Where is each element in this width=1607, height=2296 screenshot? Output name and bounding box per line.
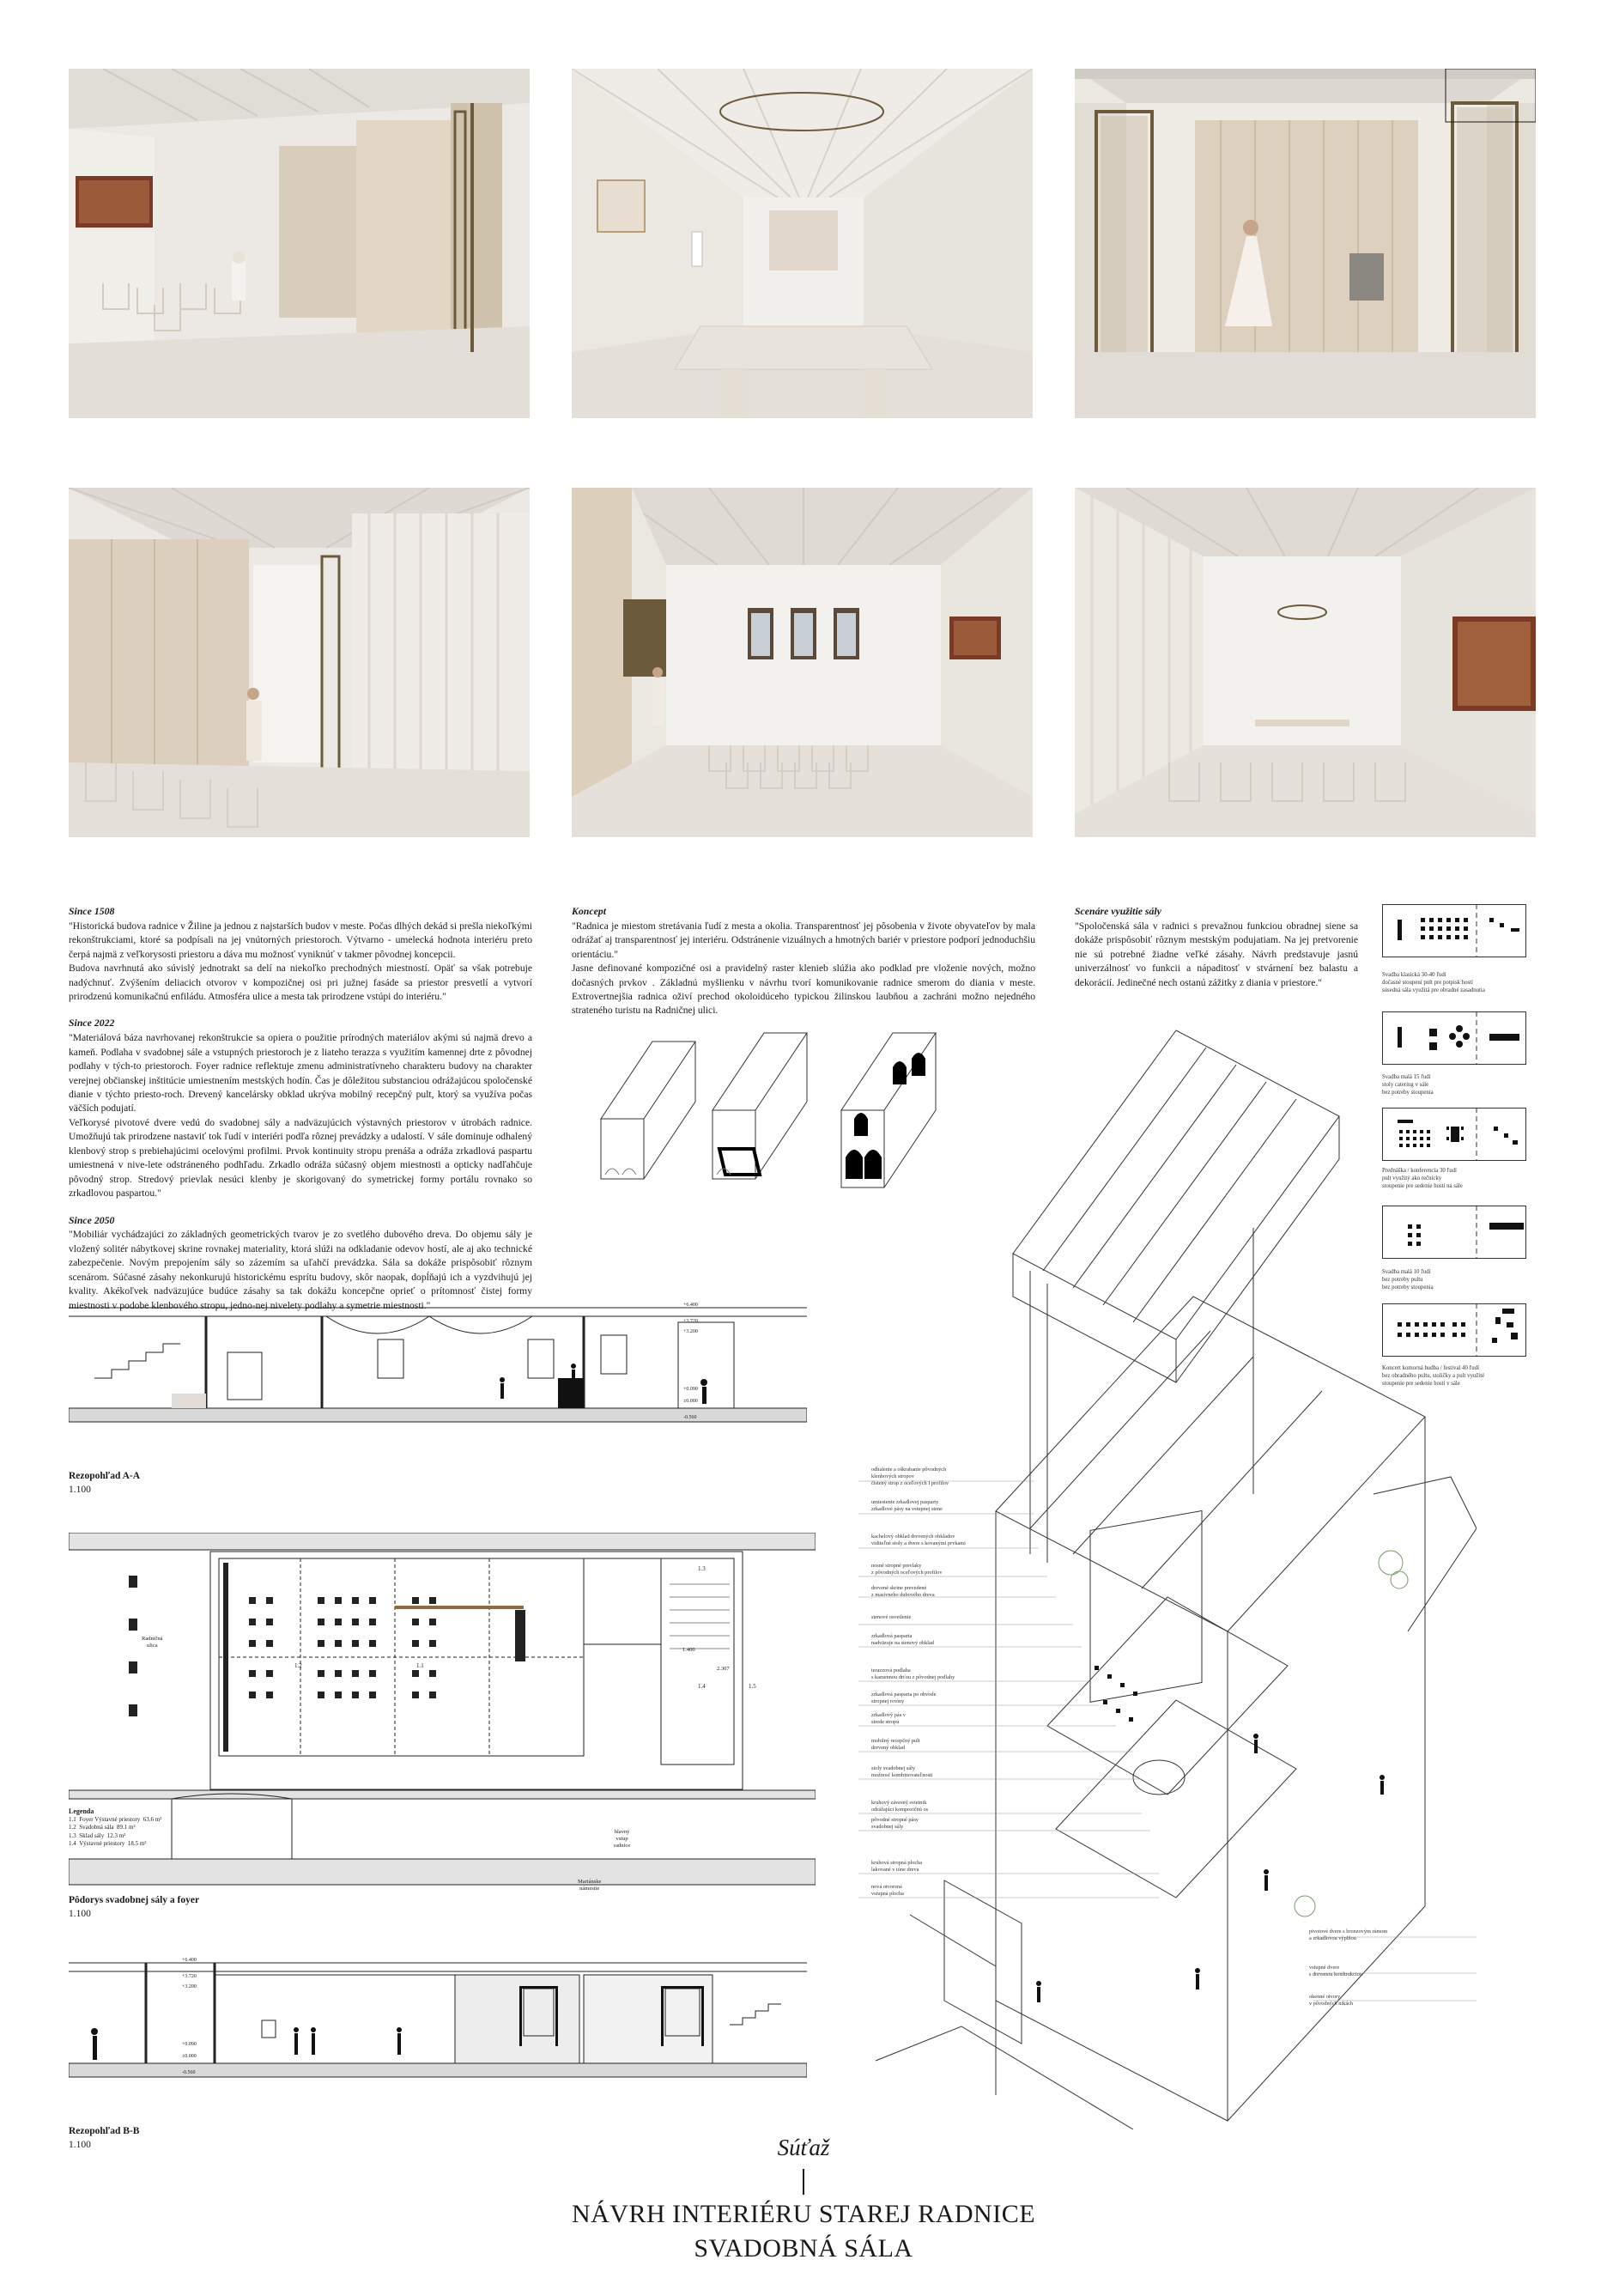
scenare-body: "Spoločenská sála v radnici s prevažnou funkciou obradnej siene sa dokáže prispôsobiť rôznym mestským podujatiam. Na jej pretvorenie nie sú potrebné žiadne veľké zásahy. Návrh predstavuje jasnú univerzálnosť vo funkcii a nápaditosť v stvárnení bez balastu a dekorácií. Jedinečné nech ostanú zážitky z diania v priestore." [1075,920,1358,988]
legend-id: 1.1 [69,1816,76,1824]
level-label: +3.720 [683,1319,698,1324]
level-label: -0.560 [182,2070,196,2075]
legend-area: 18.5 m² [127,1839,147,1847]
plan-caption [69,1894,199,1921]
since1508-body: "Historická budova radnice v Žiline ja jednou z najstarších budov v meste. Počas dlhých dekád si prešla niekoľkými rekonštrukciami, ktoré sa podpísali na jej vnútorných priestoroch. Výtvarno - umelecká hodnota interiéru preto čerpá najmä z veľkorysosti priestoru a dáva mu možnosť vyniknúť v takmer pôvodnej koncepcii. Budova navrhnutá ako súvislý jednotrakt sa delí na niekoľko prechodných miestností. Opäť sa však potrebuje nadýchnuť. Zvýšením deliacich otvorov v kompozičnej osi pri južnej fasáde sa priestor presvetlí a vytvorí prirodzenú komunikačnú enfiládu. Atmosféra ulice a mesta tak prirodzene vstúpi do interiéru." [69,920,532,1003]
axo-note: mobilný recepčný pult drevený obklad [871,1738,920,1751]
section-bb-title: Rezopohľad B-B [69,2126,140,2136]
axo-note: stenové osvetlenie [871,1614,912,1620]
level-label: ±0.000 [182,2054,197,2059]
axo-note: pivotové dvere s bronzovým rámom a zrkadlovou výplňou [1309,1929,1388,1941]
legend-area: 12.3 m² [106,1831,126,1839]
axo-note: nová otvorená vstupná plocha [871,1884,904,1897]
since2050-heading: Since 2050 [69,1213,115,1226]
render-entrance-curtains [69,488,530,837]
plan-scale: 1.100 [69,1908,91,1919]
axo-note: nosné stropné prevlaky z pôvodných oceľových profilov [871,1563,943,1576]
section-bb-drawing [69,1956,807,2080]
render-long-table [572,69,1033,418]
legend-id: 1.3 [69,1831,76,1839]
project-subtitle: SVADOBNÁ SÁLA [694,2234,913,2263]
plan-room-label: 1.3 [698,1565,706,1572]
plan-dimension: 2.307 [717,1666,730,1672]
scenario-caption-3: Prednáška / konferencia 30 ľudí pult využitý ako rečnícky stoupenie pre sedenie hostí na sále [1382,1168,1463,1189]
since2050-body: "Mobiliár vychádzajúci zo základných geometrických tvarov je zo svetlého dubového dreva. Do objemu sály je vložený solitér nábytkovej skrine rovnakej materiality, ktorá slúži na odkladanie odevov hostí, ale aj ako technické zabezpečenie. Novým prepojením sály so zázemím sa uľahčí prevádzka. Sála sa dokáže prispôsobiť rôznym scenárom. Súčasné zásahy nekonkurujú historickému esprítu budovy, skôr naopak, dopĺňajú ich a vyzdvihujú jej kvality. Akékoľvek nadväzujúce budúce zásahy sa tak dokážu koncepčne oprieť o prítomnosť čistej formy miestnosti v podobe klenbového stropu, jedno-nej nivelety podlahy a symetrie miestnosti." [69,1229,532,1311]
axo-note: zrkadlový pás v strede stropu [871,1712,906,1725]
level-label: +3.200 [683,1329,698,1334]
scenario-caption-1: Svadba klasická 30-40 ľudí dočasné stoupení pult pre potpisk hostí súsedná sála využitá pre obradné zasadnutia [1382,972,1485,993]
since2022-body: "Materiálová báza navrhovanej rekonštrukcie sa opiera o použitie prírodných materiálov akými sú najmä drevo a kameň. Podlaha v svadobnej sále a vstupných priestoroch je z liateho terazza s využitím kamennej drte z pôvodnej podlahy v tých-to priestoroch. Foyer radnice reflektuje zmenu administratívneho charakteru budovy na charakter verejnej občianskej inštitúcie umiestnením mestských hodín. Čas je dôležitou substanciou odrážajúcou spoločenské dianie v týchto priesto-roch. Drevený kancelársky obklad ukrýva mobilný recepčný pult, ktorý sa využíva počas väčších podujatí. Veľkorysé pivotové dvere vedú do svadobnej sály a nadväzujúcich výstavných priestorov v útrobách radnice. Umožňujú tak prirodzene nastaviť tok ľudí v interiéri podľa rôznej prevádzky a udalostí. V sále dominuje odhalený klenbový strop s prebiehajúcimi ocelovými profilmi. Prvok kontinuity stropu prenáša a odráža zrkadlová paspartu umiestnená v nive-lete odstráneného podhľadu. Zrkadlo odráža súčasný objem miestnosti a opticky nadľahčuje pôvodný strop. Stredový prievlak nesúci klenby je skorigovaný do symetrickej formy portálu rovnako so zrkadlovou paspartou." [69,1032,532,1200]
title-divider [803,2169,804,2195]
plan-label-entry: hlavný vstup radnice [614,1829,631,1849]
axo-note: terazzová podlaha s kamennou drťou z pôvodnej podlahy [871,1667,955,1680]
axo-note: umiestenie zrkadlovej pasparty zrkadlové pásy na vstupnej stene [871,1499,943,1512]
plan-legend [69,1807,161,1848]
legend-id: 1.2 [69,1824,76,1831]
axo-note: odhalenie a oškrabanie pôvodných klenbových stropov čistený strop z oceľových I profilov [871,1467,949,1486]
scenario-plan-1 [1382,904,1526,957]
level-label: ±0.000 [683,1399,698,1404]
axo-note: drevené skrine prevedené z masívneho dubového dreva [871,1585,935,1598]
axo-note: okenné otvory v pôvodných nikách [1309,1994,1354,2007]
legend-area: 89.1 m² [117,1824,136,1831]
project-title: NÁVRH INTERIÉRU STAREJ RADNICE [571,2200,1036,2228]
plan-room-label: 1.1 [416,1662,424,1669]
level-label: +0.090 [182,2042,197,2047]
level-label: +0.090 [683,1387,698,1392]
legend-name: Foyer Výstavné priestory [79,1816,141,1824]
koncept-heading: Koncept [572,905,606,917]
legend-row [69,1816,161,1824]
section-aa-caption [69,1470,140,1497]
legend-title: Legenda [69,1807,94,1815]
since2022-heading: Since 2022 [69,1017,115,1030]
level-label: +3.200 [182,1984,197,1989]
axo-note: stoly svadobnej sály možnosť kombinovateľnosti [871,1765,933,1778]
render-foyer-tapestry [69,69,530,418]
plan-room-label: 1.4 [698,1683,706,1690]
level-label: +3.720 [182,1974,197,1979]
plan-room-label: 1.5 [749,1683,756,1690]
level-label: +6.400 [182,1958,197,1963]
since1508-heading: Since 1508 [69,905,115,917]
legend-id: 1.4 [69,1839,76,1847]
section-aa-scale: 1.100 [69,1484,91,1495]
floor-plan-drawing [69,1533,816,1910]
history-column [69,904,532,1325]
plan-label-square: Radničná ulica [142,1636,163,1649]
section-aa-title: Rezopohľad A-A [69,1471,141,1481]
plan-label-street: Mariánske námestie [578,1879,602,1892]
axo-note: kruhový závesný svietnik odrážajúci kompozičnú os [871,1800,929,1813]
level-label: +6.400 [683,1303,698,1308]
plan-title: Pôdorys svadobnej sály a foyer [69,1895,200,1905]
render-hall-tapestry [1075,488,1536,837]
section-bb-scale: 1.100 [69,2139,91,2150]
legend-row [69,1840,161,1848]
legend-row [69,1832,161,1840]
scenario-caption-5: Koncert komorná hudba / festival 40 ľudí bez obradného pultu, stoličky a pult využité stoupenie pre sedenie hostí v sále [1382,1365,1485,1387]
competition-subtitle: Súťaž [777,2135,830,2160]
axo-note: kruhová stropná plocha lakované v tóne dreva [871,1860,923,1873]
scenare-column [1075,904,1358,1002]
axo-note: zrkadlová pasparta po obvode stropnej roviny [871,1692,937,1704]
level-label: -0.560 [683,1415,697,1420]
scenare-heading: Scenáre využitie sály [1075,905,1161,917]
legend-name: Svadobná sála [79,1824,114,1831]
axo-note: kachelový obklad drevených obkladov viditeľné stoly a dvere s kovanými prvkami [871,1534,966,1546]
plan-room-label: 1.2 [294,1662,302,1669]
render-ceremony-woman [1075,69,1536,418]
axo-note: vstupné dvere s drevenou konštrukciou [1309,1965,1362,1977]
axo-note: zrkadlová pasparta nadväzuje na stenový obklad [871,1633,934,1646]
legend-row [69,1824,161,1831]
legend-name: Výstavné priestory [79,1839,125,1847]
plan-dimension: 1.400 [682,1647,695,1653]
render-chairs-windows [572,488,1033,837]
koncept-column [572,904,1035,1030]
legend-name: Sklad sály [79,1831,105,1839]
koncept-body: "Radnica je miestom stretávania ľudí z mesta a okolia. Transparentnosť jej pôsobenia v živote obyvateľov by mala odrážať aj transparentnosť jej interiéru. Odstránenie vizuálnych a hmotných bariér v priestore podporí jednoduchšiu orientáciu." Jasne definované kompozičné osi a pravidelný raster klenieb slúžia ako podklad pre vloženie nových, možno dočasných prvkov . Základnú myšlienku v návrhu tvorí komunikovanie radnice smerom do diania v meste. Extrovertnejšia radnica oživí prechod okoloidúceho typickou žilinskou laubňou a zachráni možno nejedného strateného turistu na Radničnej ulici. [572,920,1035,1017]
axo-note: pôvodné stropné pásy svadobnej sály [871,1817,919,1830]
scenario-caption-2: Svadba malá 15 ľudí stoly catering v sále bez potreby stoupenia [1382,1074,1434,1096]
scenario-caption-4: Svadba malá 10 ľudí bez potreby pultu bez potreby stoupenia [1382,1269,1434,1291]
legend-area: 63.6 m² [143,1816,162,1824]
